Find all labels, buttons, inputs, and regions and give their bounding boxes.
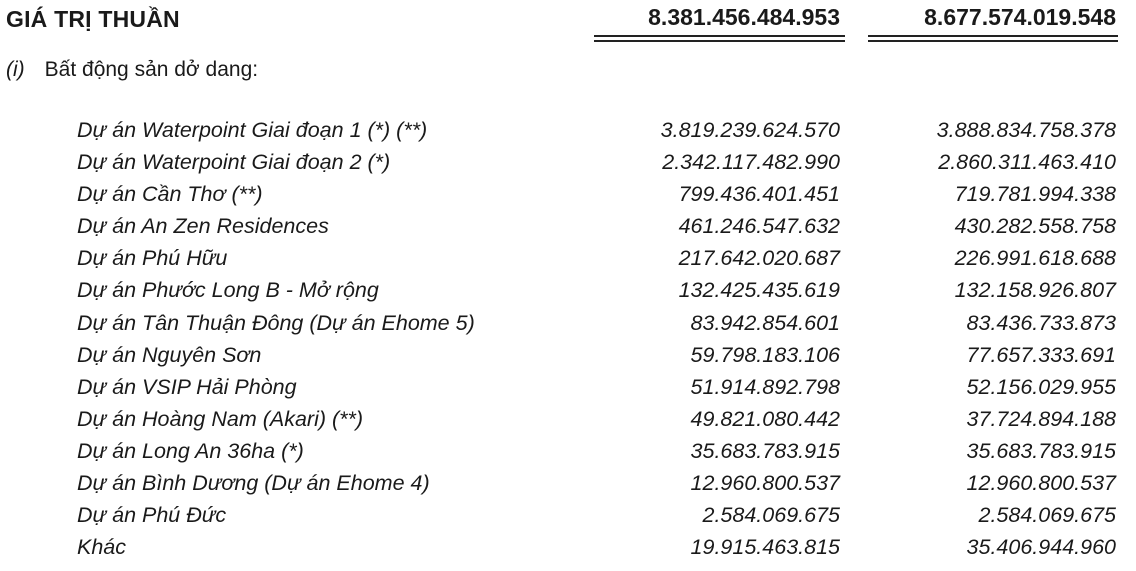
project-list xyxy=(0,118,1136,567)
current-period-value: 12.960.800.537 xyxy=(690,471,840,496)
prior-period-value: 719.781.994.338 xyxy=(954,182,1116,207)
project-name: Dự án Long An 36ha (*) xyxy=(77,438,304,463)
prior-period-value: 35.683.783.915 xyxy=(966,438,1116,463)
current-period-value: 799.436.401.451 xyxy=(678,182,840,207)
section-title: Bất động sản dở dang: xyxy=(44,58,259,81)
current-period-value: 51.914.892.798 xyxy=(690,374,840,399)
table-row xyxy=(0,471,1136,503)
project-name: Khác xyxy=(77,535,127,560)
table-row xyxy=(0,246,1136,278)
section-heading xyxy=(6,58,258,82)
current-period-value: 3.819.239.624.570 xyxy=(660,118,840,142)
current-period-value: 461.246.547.632 xyxy=(678,214,840,239)
section-marker: (i) xyxy=(6,58,25,81)
table-row xyxy=(0,535,1136,567)
project-name: Dự án Cần Thơ (**) xyxy=(77,182,263,207)
project-name: Dự án Waterpoint Giai đoạn 2 (*) xyxy=(77,150,391,175)
table-row xyxy=(0,311,1136,343)
current-period-value: 49.821.080.442 xyxy=(690,406,840,431)
prior-period-value: 37.724.894.188 xyxy=(966,406,1116,431)
project-name: Dự án VSIP Hải Phòng xyxy=(77,374,297,399)
prior-period-value: 2.584.069.675 xyxy=(978,503,1116,528)
prior-period-value: 226.991.618.688 xyxy=(954,246,1116,271)
prior-period-value: 3.888.834.758.378 xyxy=(936,118,1116,142)
current-period-value: 2.342.117.482.990 xyxy=(662,150,840,175)
table-row xyxy=(0,375,1136,407)
project-name: Dự án Nguyên Sơn xyxy=(77,342,262,367)
project-name: Dự án Waterpoint Giai đoạn 1 (*) (**) xyxy=(77,118,428,142)
prior-period-value: 12.960.800.537 xyxy=(966,471,1116,496)
table-row xyxy=(0,214,1136,246)
prior-period-value: 132.158.926.807 xyxy=(954,278,1116,303)
prior-period-value: 83.436.733.873 xyxy=(966,310,1116,335)
table-row xyxy=(0,182,1136,214)
project-name: Dự án Phú Đức xyxy=(77,503,227,528)
current-period-value: 83.942.854.601 xyxy=(690,310,840,335)
current-period-value: 59.798.183.106 xyxy=(690,342,840,367)
current-period-value: 2.584.069.675 xyxy=(702,503,840,528)
table-row xyxy=(0,343,1136,375)
project-name: Dự án Bình Dương (Dự án Ehome 4) xyxy=(77,471,430,496)
double-underline-current xyxy=(594,35,845,42)
net-value-prior-period: 8.677.574.019.548 xyxy=(924,4,1116,30)
current-period-value: 217.642.020.687 xyxy=(678,246,840,271)
table-row xyxy=(0,407,1136,439)
double-underline-prior xyxy=(868,35,1118,42)
current-period-value: 19.915.463.815 xyxy=(690,535,840,560)
current-period-value: 35.683.783.915 xyxy=(690,438,840,463)
net-value-current-period: 8.381.456.484.953 xyxy=(648,4,840,30)
net-value-label: GIÁ TRỊ THUẦN xyxy=(6,6,180,32)
table-row xyxy=(0,150,1136,182)
net-value-total-row xyxy=(0,0,1136,44)
project-name: Dự án Hoàng Nam (Akari) (**) xyxy=(77,406,364,431)
prior-period-value: 2.860.311.463.410 xyxy=(938,150,1116,175)
table-row xyxy=(0,439,1136,471)
project-name: Dự án Phú Hữu xyxy=(77,246,228,271)
project-name: Dự án Tân Thuận Đông (Dự án Ehome 5) xyxy=(77,310,475,335)
prior-period-value: 52.156.029.955 xyxy=(966,374,1116,399)
project-name: Dự án An Zen Residences xyxy=(77,214,329,239)
table-row xyxy=(0,278,1136,310)
prior-period-value: 430.282.558.758 xyxy=(954,214,1116,239)
prior-period-value: 35.406.944.960 xyxy=(966,535,1116,560)
current-period-value: 132.425.435.619 xyxy=(678,278,840,303)
table-row xyxy=(0,503,1136,535)
project-name: Dự án Phước Long B - Mở rộng xyxy=(77,278,379,303)
prior-period-value: 77.657.333.691 xyxy=(966,342,1116,367)
table-row xyxy=(0,118,1136,150)
